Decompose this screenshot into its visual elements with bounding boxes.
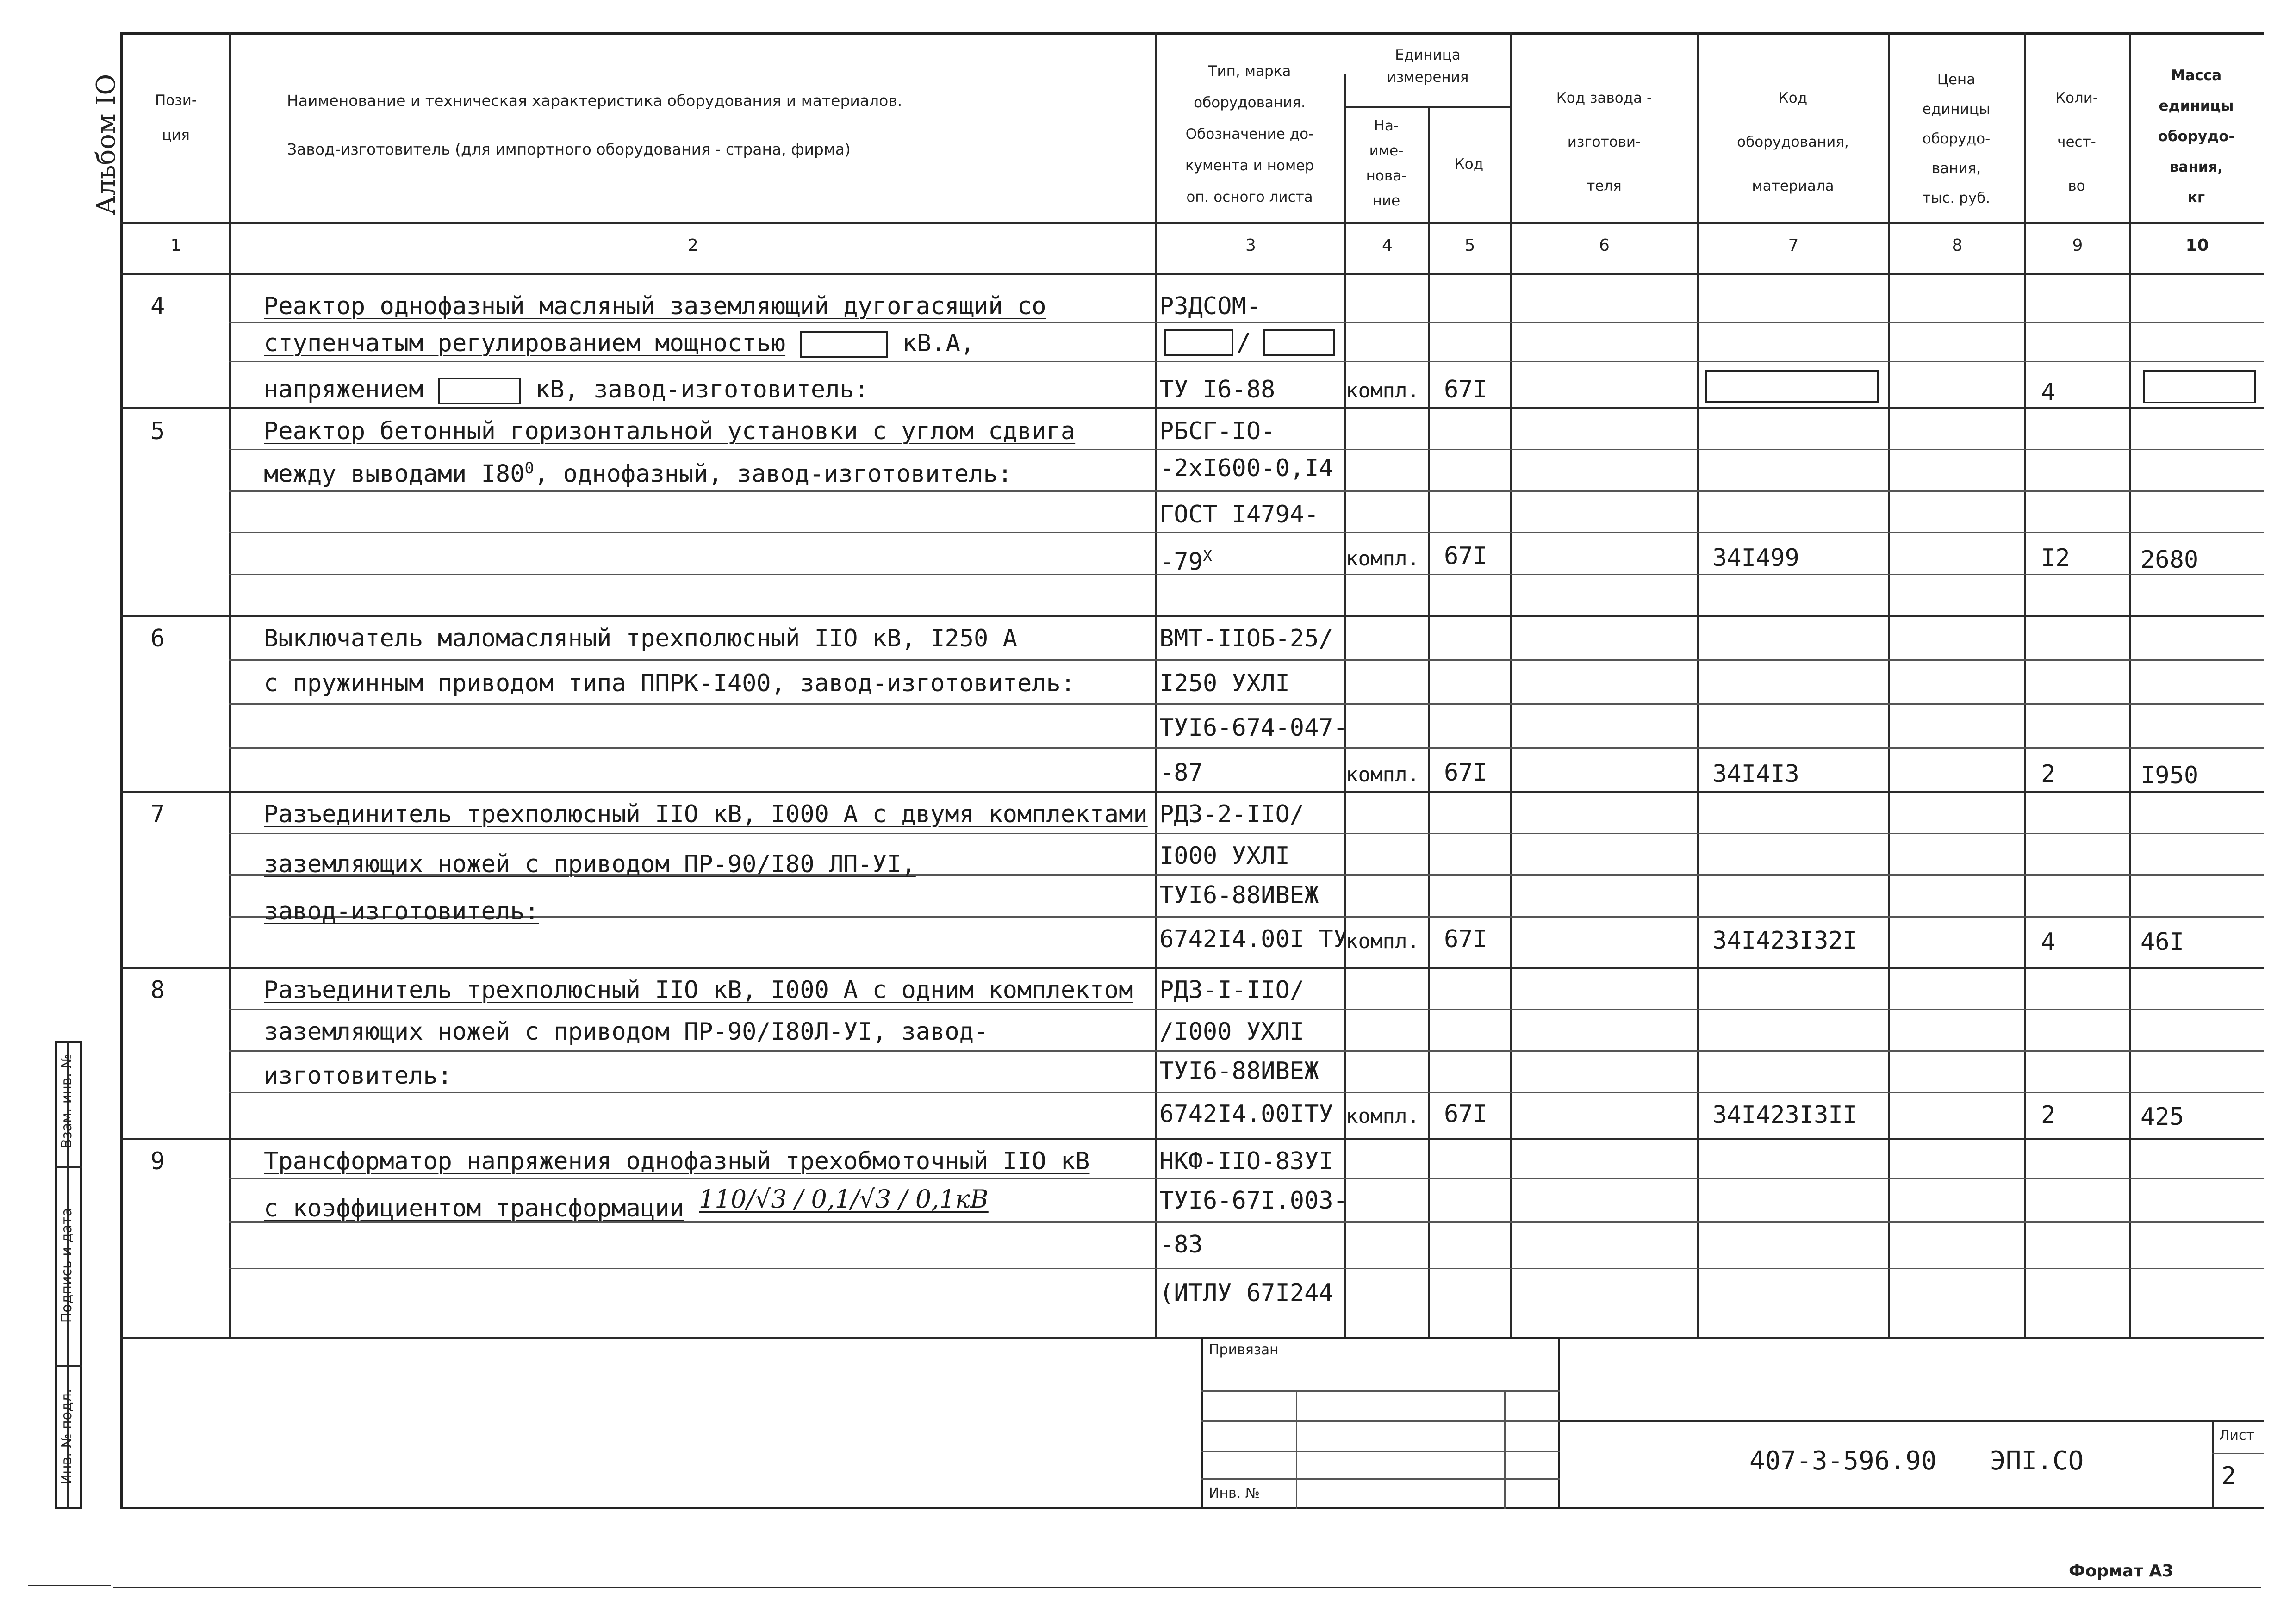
r5-type-line1: РБСГ-IO- [1159,417,1276,445]
colnum-7: 7 [1788,236,1799,255]
side-label-inv-podl: Инв. № подл. [59,1389,75,1485]
r8-type-line3: ТУI6-88ИВЕЖ [1159,1057,1319,1085]
pos-4: 4 [150,292,165,320]
r6-name-line2: с пружинным приводом типа ППРК-I400, завод-изготовитель: [264,670,1076,697]
sheet-label: Лист [2219,1427,2255,1444]
colnum-1: 1 [170,236,181,255]
r8-code: 67I [1444,1100,1487,1128]
r6-type-line4: -87 [1159,759,1203,787]
r9-ratio-handwritten: 110/√3 / 0,1/√3 / 0,1кВ [699,1184,989,1214]
r7-unit: компл. [1346,930,1419,953]
r5-type-line3: ГОСТ I4794- [1159,501,1319,528]
r4-type-box-b [1263,329,1335,356]
r4-type-sep: / [1237,329,1251,356]
pos-5: 5 [150,417,165,445]
r9-name-line2: с коэффициентом трансформации [264,1195,684,1222]
hdr-col4: На- име- нова- ние [1366,118,1407,209]
r6-equip-code: 34I4I3 [1712,760,1799,788]
r7-type-line2: I000 УХЛI [1159,842,1290,870]
r7-name-line3: завод-изготовитель: [264,898,539,925]
hdr-col8: Цена единицы оборудо- вания, тыс. руб. [1922,71,1991,206]
album-label: Альбом IO [91,74,121,215]
r8-mass: 425 [2140,1103,2184,1131]
stamp-inv-no: Инв. № [1209,1485,1260,1501]
hdr-col5: Код [1454,156,1484,173]
hdr-col1: Пози- ция [155,92,197,143]
r7-name-line2: заземляющих ножей с приводом ПР-90/I80 ЛП-УI, [264,850,916,878]
stamp-privyazan-block [1201,1337,1560,1509]
r8-name-line2: заземляющих ножей с приводом ПР-90/I80Л-УI, завод- [264,1018,989,1046]
r4-name-line3: напряжением кВ, завод-изготовитель: [264,376,869,403]
r6-type-line3: ТУI6-674-047- [1159,714,1348,742]
doc-code: 407-3-596.90 [1749,1446,1937,1476]
colnum-9: 9 [2072,236,2083,255]
pos-7: 7 [150,800,165,828]
r6-unit: компл. [1346,763,1419,787]
r8-qty: 2 [2041,1101,2056,1129]
r5-type-line2: -2xI600-0,I4 [1159,454,1333,482]
r9-type-line3: -83 [1159,1231,1203,1259]
r8-type-line4: 6742I4.00IТУ [1159,1100,1333,1128]
r7-equip-code: 34I423I32I [1712,927,1858,955]
r7-mass: 46I [2140,928,2184,956]
r8-unit: компл. [1346,1104,1419,1128]
r6-mass: I950 [2140,762,2199,789]
r4-equip-code-box [1705,370,1879,403]
stamp-privyazan: Привязан [1209,1342,1279,1358]
r6-code: 67I [1444,759,1487,787]
r7-type-line3: ТУI6-88ИВЕЖ [1159,881,1319,909]
r8-equip-code: 34I423I3II [1712,1101,1858,1129]
format-label: Формат А3 [2069,1562,2174,1581]
hdr-col6: Код завода - изготови- теля [1556,90,1652,194]
r5-code: 67I [1444,542,1487,570]
r9-type-line4: (ИТЛУ 67I244 [1159,1279,1333,1307]
colnum-4: 4 [1382,236,1393,255]
r9-type-line2: ТУI6-67I.003- [1159,1187,1348,1215]
colnum-5: 5 [1464,236,1475,255]
side-label-podpis: Подпись и дата [59,1208,75,1323]
hdr-col10: Масса единицы оборудо- вания, кг [2158,67,2235,206]
pos-8: 8 [150,976,165,1004]
r4-name-line1: Реактор однофазный масляный заземляющий дугогасящий со [264,292,1046,320]
pos-6: 6 [150,625,165,652]
r6-qty: 2 [2041,760,2056,788]
r4-qty: 4 [2041,378,2056,406]
r8-name-line3: изготовитель: [264,1062,452,1090]
hdr-col7: Код оборудования, материала [1737,90,1849,194]
r5-type-line4: $-79^X$ [1159,547,1213,576]
r4-unit: компл. [1346,379,1419,403]
r4-type-line3: ТУ I6-88 [1159,376,1276,403]
colnum-3: 3 [1245,236,1256,255]
r6-name-line1: Выключатель маломасляный трехполюсный IIO кВ, I250 A [264,625,1017,652]
r4-name-line2: ступенчатым регулированием мощностью кВ.А, [264,329,975,357]
r8-type-line2: /I000 УХЛI [1159,1018,1305,1046]
r7-name-line1: Разъединитель трехполюсный IIO кВ, I000 A с двумя комплектами [264,800,1148,828]
r8-type-line1: РДЗ-I-IIO/ [1159,976,1305,1004]
side-label-vzam: Взам. инв. № [59,1054,75,1148]
r4-mass-box [2143,370,2256,403]
pos-9: 9 [150,1147,165,1175]
r9-type-line1: НКФ-IIO-83УI [1159,1147,1333,1175]
hdr-col2: Наименование и техническая характеристика оборудования и материалов. Завод-изготовитель (для импортного оборудования - страна, фирма) [287,92,902,158]
r4-code: 67I [1444,376,1487,403]
hdr-col9: Коли- чест- во [2055,90,2098,194]
doc-mark: ЭПI.CO [1990,1446,2084,1476]
colnum-10: 10 [2185,236,2209,255]
colnum-8: 8 [1952,236,1963,255]
colnum-2: 2 [688,236,698,255]
r7-type-line4: 6742I4.00I ТУ [1159,925,1348,953]
r4-type-box-a [1164,329,1233,356]
r5-name-line1: Реактор бетонный горизонтальной установки с углом сдвига [264,417,1076,445]
colnum-6: 6 [1599,236,1610,255]
r9-name-line1: Трансформатор напряжения однофазный трехобмоточный IIO кВ [264,1147,1090,1175]
sheet-number: 2 [2221,1462,2236,1490]
r7-type-line1: РДЗ-2-IIO/ [1159,800,1305,828]
r5-name-line2: между выводами $I80^0$, однофазный, завод-изготовитель: [264,459,1013,488]
r6-type-line2: I250 УХЛI [1159,670,1290,697]
r5-equip-code: 34I499 [1712,544,1799,572]
hdr-col3: Тип, марка оборудования. Обозначение до- кумента и номер оп. осного листа [1185,63,1314,205]
r7-code: 67I [1444,925,1487,953]
r5-unit: компл. [1346,547,1419,570]
r7-qty: 4 [2041,928,2056,956]
r8-name-line1: Разъединитель трехполюсный IIO кВ, I000 A с одним комплектом [264,976,1133,1004]
r5-mass: 2680 [2140,546,2199,574]
hdr-col45-group: Единица измерения [1387,47,1469,86]
r4-type-line1: РЗДСОМ- [1159,292,1261,320]
r6-type-line1: ВМТ-IIOБ-25/ [1159,625,1333,652]
r5-qty: I2 [2041,544,2070,572]
